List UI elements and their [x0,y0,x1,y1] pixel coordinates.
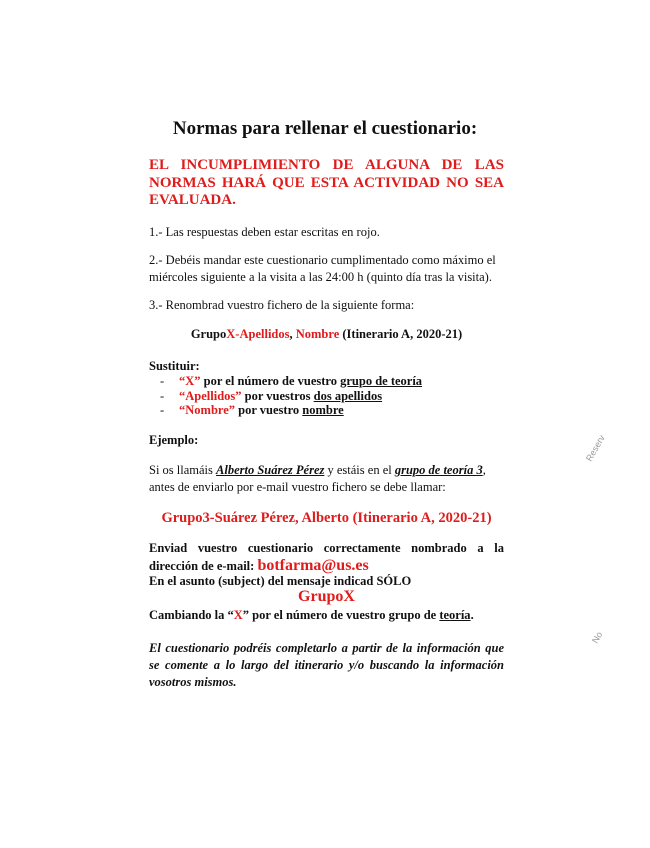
list-item: - “Nombre” por vuestro nombre [160,403,344,417]
template-grupo: Grupo [190,327,227,341]
template-dash: - [235,327,240,341]
email-address: botfarma@us.es [257,557,369,574]
closing-note: El cuestionario podréis completarlo a partir de la información que se comente a lo largo del itinerario y/o buscando la información vosotros mismos. [149,641,504,689]
template-nombre: Nombre [295,327,340,341]
list-item: - “X” por el número de vuestro grupo de teoría [160,374,423,388]
subject-instruction: En el asunto (subject) del mensaje indicad SÓLO [149,574,412,588]
page-title: Normas para rellenar el cuestionario: [172,118,478,139]
list-item: - “Apellidos” por vuestros dos apellidos [160,388,383,403]
side-watermark-no: No [590,630,605,645]
replace-x-instruction: Cambiando la “X” por el número de vuestro grupo de teoría. [149,608,474,622]
example-group: grupo de teoría 3 [394,463,483,477]
example-filename: Grupo3-Suárez Pérez, Alberto (Itinerario A, 2020-21) [161,510,492,526]
send-instructions: Enviad vuestro cuestionario correctamente nombrado a la dirección de e-mail: botfarma@us.es [149,541,504,574]
subject-grupox: GrupoX [298,588,355,605]
substitute-heading: Sustituir: [149,359,200,373]
example-name: Alberto Suárez Pérez [216,463,325,477]
rule-2: 2.- Debéis mandar este cuestionario cumplimentado como máximo el miércoles siguiente a la visita a las 24:00 h (quinto día tras la visita). [149,253,496,284]
template-apellidos: Apellidos [239,327,290,341]
template-comma: , [289,327,296,341]
template-x: X [226,327,236,341]
side-watermark-reserv: Reserv [584,433,607,463]
filename-template [149,327,504,342]
rule-3: 3.- Renombrad vuestro fichero de la siguiente forma: [149,298,415,312]
example-heading: Ejemplo: [149,433,199,447]
rule-1: 1.- Las respuestas deben estar escritas en rojo. [149,225,380,239]
example-paragraph: Si os llamáis Alberto Suárez Pérez y estáis en el grupo de teoría 3, antes de enviarlo por e-mail vuestro fichero se debe llamar: [149,463,486,494]
warning-text: EL INCUMPLIMIENTO DE ALGUNA DE LAS NORMAS HARÁ QUE ESTA ACTIVIDAD NO SEA EVALUADA. [149,157,504,208]
substitute-list [149,374,504,418]
template-suffix: (Itinerario A, 2020-21) [339,327,463,341]
